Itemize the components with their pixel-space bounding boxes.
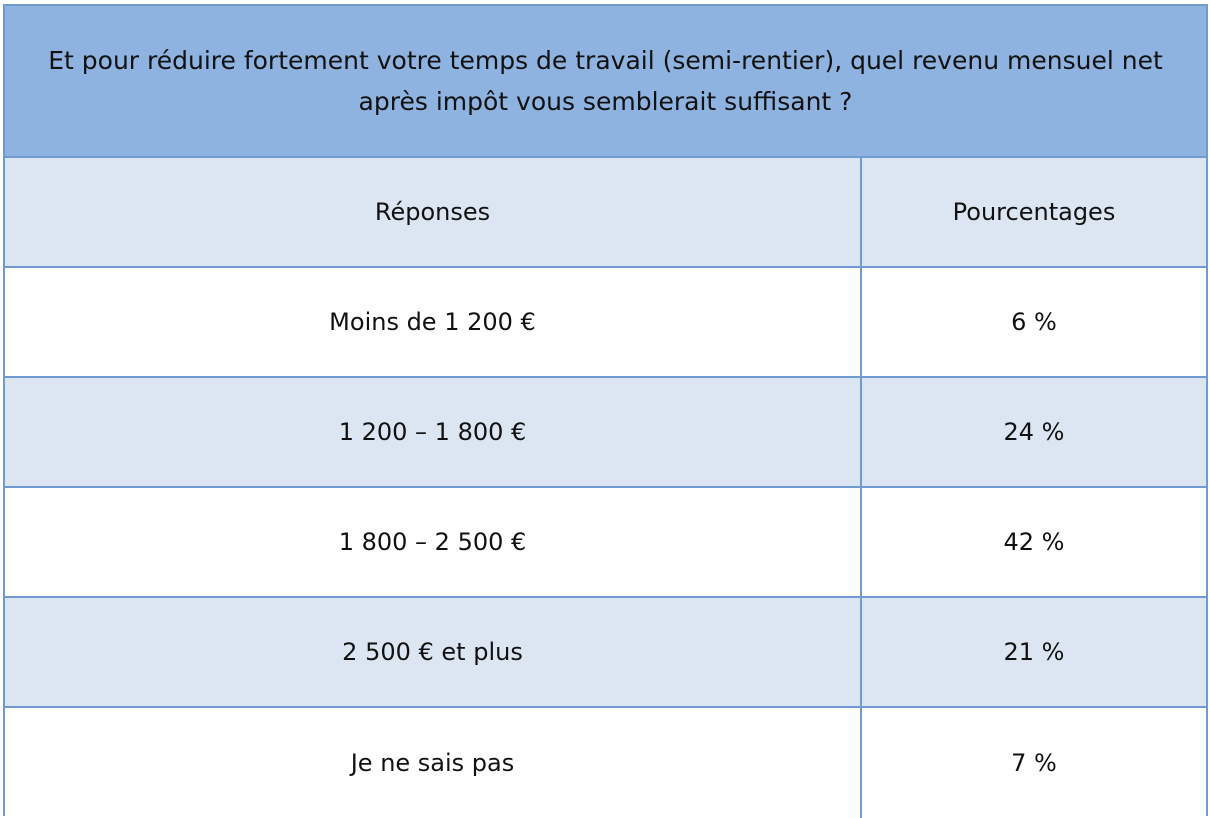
percentage-cell: 7 % <box>1011 749 1057 777</box>
table-row <box>5 598 1206 708</box>
response-cell: 1 200 – 1 800 € <box>5 378 862 486</box>
percentage-cell: 21 % <box>1003 638 1065 666</box>
percentage-cell: 42 % <box>1003 528 1065 556</box>
percentage-cell: 24 % <box>1003 418 1065 446</box>
table-row <box>5 268 1206 378</box>
response-cell: 1 800 – 2 500 € <box>5 488 862 596</box>
header-responses: Réponses <box>5 158 862 266</box>
table-row <box>5 378 1206 488</box>
response-cell: Moins de 1 200 € <box>5 268 862 376</box>
table-header-row <box>5 158 1206 268</box>
response-cell: Je ne sais pas <box>5 708 862 818</box>
table-title: Et pour réduire fortement votre temps de travail (semi-rentier), quel revenu mensuel net après impôt vous semblerait suffisant ? <box>5 6 1206 158</box>
percentage-cell: 6 % <box>1011 308 1057 336</box>
survey-table <box>3 4 1208 816</box>
response-cell: 2 500 € et plus <box>5 598 862 706</box>
table-row <box>5 488 1206 598</box>
header-percentages: Pourcentages <box>952 198 1116 226</box>
table-row <box>5 708 1206 818</box>
